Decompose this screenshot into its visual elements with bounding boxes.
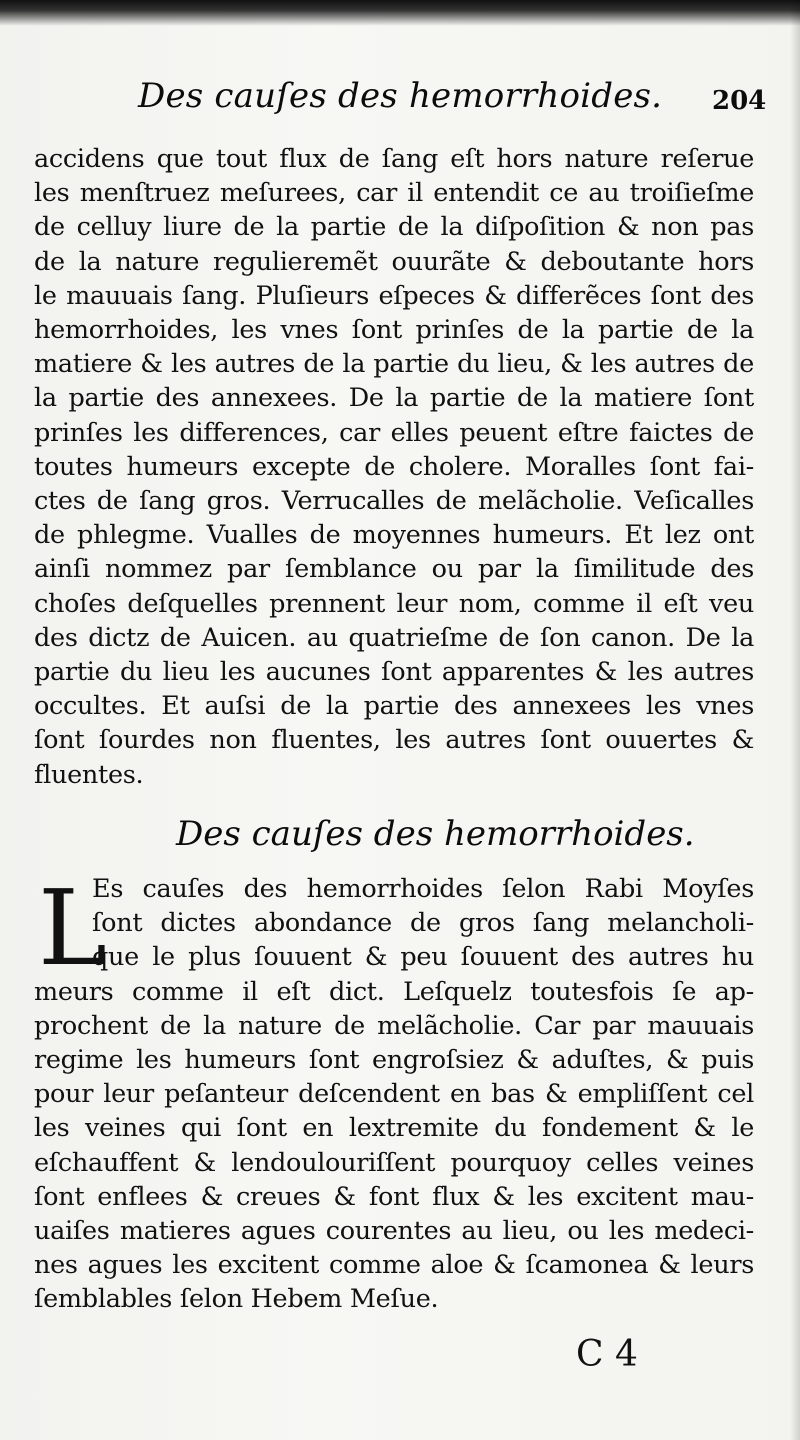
text-line: que le plus ſouuent & peu ſouuent des autres hu [92,942,754,973]
text-line: toutes humeurs excepte de cholere. Moralles ſont fai- [34,451,754,482]
text-line: ſont enflees & creues & font flux & les excitent mau- [34,1181,754,1212]
text-line: pour leur peſanteur deſcendent en bas & empliſſent cel [34,1079,754,1110]
text-line: fluentes. [34,759,144,790]
text-line: eſchauffent & lendoulouriſſent pourquoy celles veines [34,1147,754,1178]
text-line: Es cauſes des hemorrhoides ſelon Rabi Moyſes [92,874,754,904]
text-line: ſemblables ſelon Hebem Meſue. [34,1284,439,1315]
signature-mark: C 4 [576,1334,638,1375]
text-line: partie du lieu les aucunes ſont apparentes & les autres [34,657,754,688]
section-title: Des cauſes des hemorrhoides. [176,814,695,854]
text-line: les veines qui ſont en lextremite du fondement & le [34,1113,754,1144]
text-line: meurs comme il eſt dict. Leſquelz toutesfois ſe ap- [34,976,754,1007]
text-line: ſont dictes abondance de gros ſang melancholi- [92,908,754,939]
text-line: accidens que tout flux de ſang eſt hors nature reſerue [34,144,754,174]
page-top-shadow [0,0,800,26]
running-head: Des cauſes des hemorrhoides. [138,76,663,116]
drop-cap: L [38,867,108,989]
text-line: de la nature regulieremẽt ouurãte & deboutante hors [34,246,754,277]
text-line: hemorrhoides, les vnes ſont prinſes de la partie de la [34,315,754,346]
text-line: uaiſes matieres agues courentes au lieu, ou les medeci- [34,1216,754,1247]
text-line: ctes de ſang gros. Verrucalles de melãcholie. Veſicalles [34,486,754,517]
text-line: nes agues les excitent comme aloe & ſcamonea & leurs [34,1250,754,1281]
text-line: de celluy liure de la partie de la diſpoſition & non pas [34,212,754,243]
text-line: de phlegme. Vualles de moyennes humeurs. Et lez ont [34,520,754,551]
text-line: des dictz de Auicen. au quatrieſme de ſon canon. De la [34,622,754,653]
text-line: occultes. Et auſsi de la partie des annexees les vnes [34,691,754,722]
page-right-edge [790,0,800,1440]
page-number: 204 [712,86,767,116]
text-line: ſont ſourdes non fluentes, les autres ſont ouuertes & [34,725,754,756]
text-line: les menſtruez meſurees, car il entendit ce au troiſieſme [34,178,754,209]
text-line: le mauuais ſang. Pluſieurs eſpeces & differẽces ſont des [34,280,754,311]
text-line: matiere & les autres de la partie du lieu, & les autres de [34,349,754,380]
text-line: choſes deſquelles prennent leur nom, comme il eſt veu [34,588,754,619]
text-line: regime les humeurs ſont engroſsiez & aduſtes, & puis [34,1045,754,1076]
text-line: ainſi nommez par ſemblance ou par la ſimilitude des [34,554,754,585]
text-line: prochent de la nature de melãcholie. Car par mauuais [34,1010,754,1041]
text-line: prinſes les differences, car elles peuent eſtre faictes de [34,417,754,448]
text-line: la partie des annexees. De la partie de la matiere ſont [34,383,754,414]
paragraph-1 [34,142,754,792]
paragraph-2 [34,867,754,1317]
